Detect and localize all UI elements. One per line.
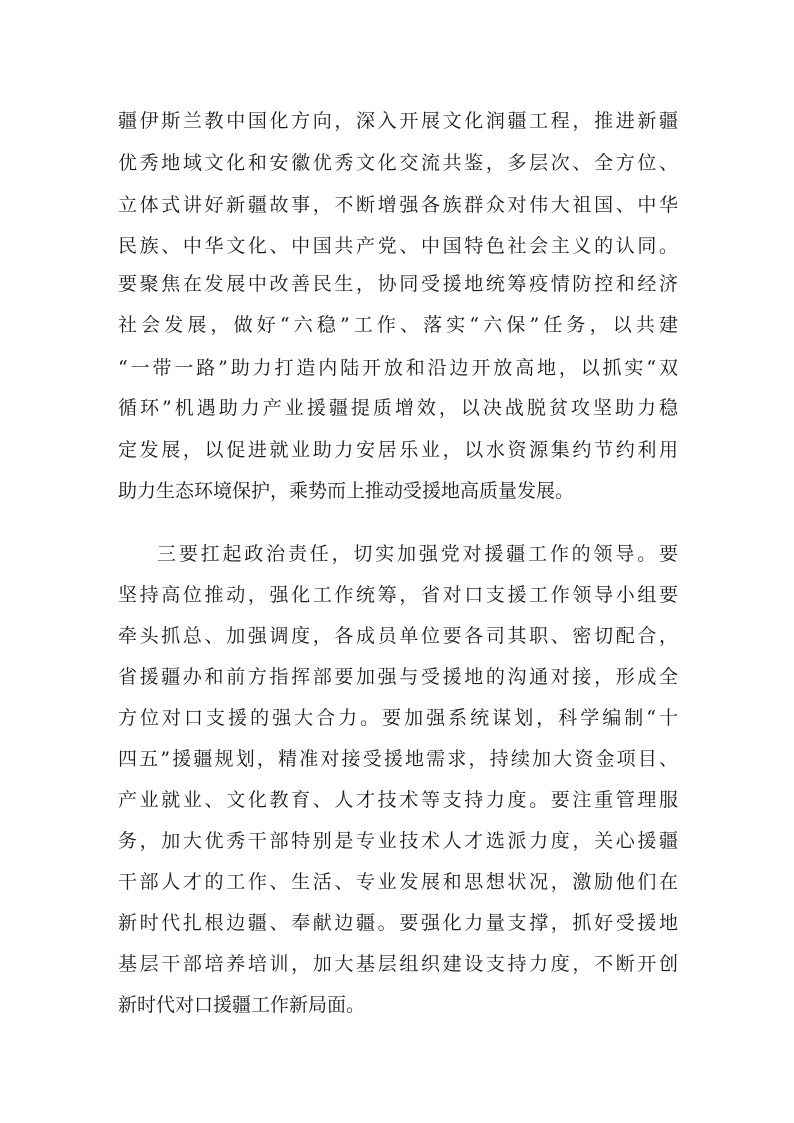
paragraph-2-line-2: 坚持高位推动，强化工作统筹，省对口支援工作领导小组要	[118, 584, 678, 606]
paragraph-2-line-5: 方位对口支援的强大合力。要加强系统谋划，科学编制“十	[118, 707, 678, 729]
paragraph-2-line-8: 务，加大优秀干部特别是专业技术人才选派力度，关心援疆	[118, 830, 678, 852]
paragraph-2-line-3: 牵头抓总、加强调度，各成员单位要各司其职、密切配合，	[118, 625, 678, 647]
paragraph-2-line-6: 四五”援疆规划，精准对接受援地需求，持续加大资金项目、	[118, 748, 678, 770]
paragraph-1-line-4: 民族、中华文化、中国共产党、中国特色社会主义的认同。	[118, 235, 678, 257]
paragraph-2-line-7: 产业就业、文化教育、人才技术等支持力度。要注重管理服	[118, 789, 678, 811]
paragraph-2-line-1: 三要扛起政治责任，切实加强党对援疆工作的领导。要	[157, 543, 678, 565]
paragraph-1-line-2: 优秀地域文化和安徽优秀文化交流共鉴，多层次、全方位、	[118, 152, 678, 174]
paragraph-1-line-3: 立体式讲好新疆故事，不断增强各族群众对伟大祖国、中华	[118, 194, 678, 216]
paragraph-2-line-11: 基层干部培养培训，加大基层组织建设支持力度，不断开创	[118, 953, 678, 975]
paragraph-1-line-1: 疆伊斯兰教中国化方向，深入开展文化润疆工程，推进新疆	[118, 110, 678, 132]
paragraph-1-line-6: 社会发展，做好“六稳”工作、落实“六保”任务，以共建	[118, 314, 678, 336]
paragraph-1-line-10: 助力生态环境保护，乘势而上推动受援地高质量发展。	[118, 480, 575, 502]
paragraph-2-line-12: 新时代对口援疆工作新局面。	[118, 994, 366, 1016]
paragraph-2-line-9: 干部人才的工作、生活、专业发展和思想状况，激励他们在	[118, 871, 678, 893]
paragraph-1-line-5: 要聚焦在发展中改善民生，协同受援地统筹疫情防控和经济	[118, 273, 678, 295]
paragraph-1-line-7: “一带一路”助力打造内陆开放和沿边开放高地，以抓实“双	[118, 357, 678, 379]
paragraph-2-line-4: 省援疆办和前方指挥部要加强与受援地的沟通对接，形成全	[118, 666, 678, 688]
paragraph-2-line-10: 新时代扎根边疆、奉献边疆。要强化力量支撑，抓好受援地	[118, 912, 678, 934]
paragraph-1-line-8: 循环”机遇助力产业援疆提质增效，以决战脱贫攻坚助力稳	[118, 397, 678, 419]
paragraph-1-line-9: 定发展，以促进就业助力安居乐业，以水资源集约节约利用	[118, 439, 678, 461]
